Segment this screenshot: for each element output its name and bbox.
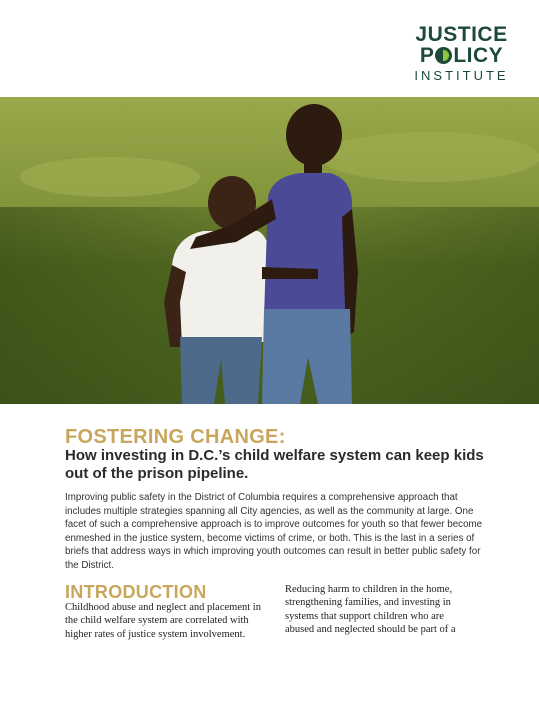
section-heading-introduction: INTRODUCTION <box>65 582 207 602</box>
document-title: FOSTERING CHANGE: <box>65 426 286 448</box>
intro-paragraph: Improving public safety in the District of Columbia requires a comprehensive approach that includes multiple strategies spanning all City agencies, as well as the community at large. One facet of such a comprehensive approach is to improve outcomes for youth so that fewer become enmeshed in the justice system, become victims of crime, or both. This is the last in a series of briefs that address ways in which improving youth outcomes can result in better public safety for the District. <box>65 492 483 571</box>
justice-policy-institute-logo <box>404 24 519 83</box>
cover-photo-children-icon <box>0 97 539 404</box>
logo-o-mark-icon <box>435 47 452 64</box>
document-subtitle: How investing in D.C.’s child welfare system can keep kids out of the prison pipeline. <box>65 447 484 482</box>
left-column-text: Childhood abuse and neglect and placement in the child welfare system are correlated with higher rates of justice system involvement. <box>65 602 261 640</box>
logo-line-policy: P LICY <box>419 44 504 67</box>
right-column-text: Reducing harm to children in the home, strengthening families, and investing in systems that support children who are abused and neglected should be part of a <box>285 584 456 636</box>
logo-line-justice: JUSTICE <box>415 23 508 46</box>
cover-photo <box>0 97 539 404</box>
logo-line-institute: INSTITUTE <box>414 68 509 83</box>
